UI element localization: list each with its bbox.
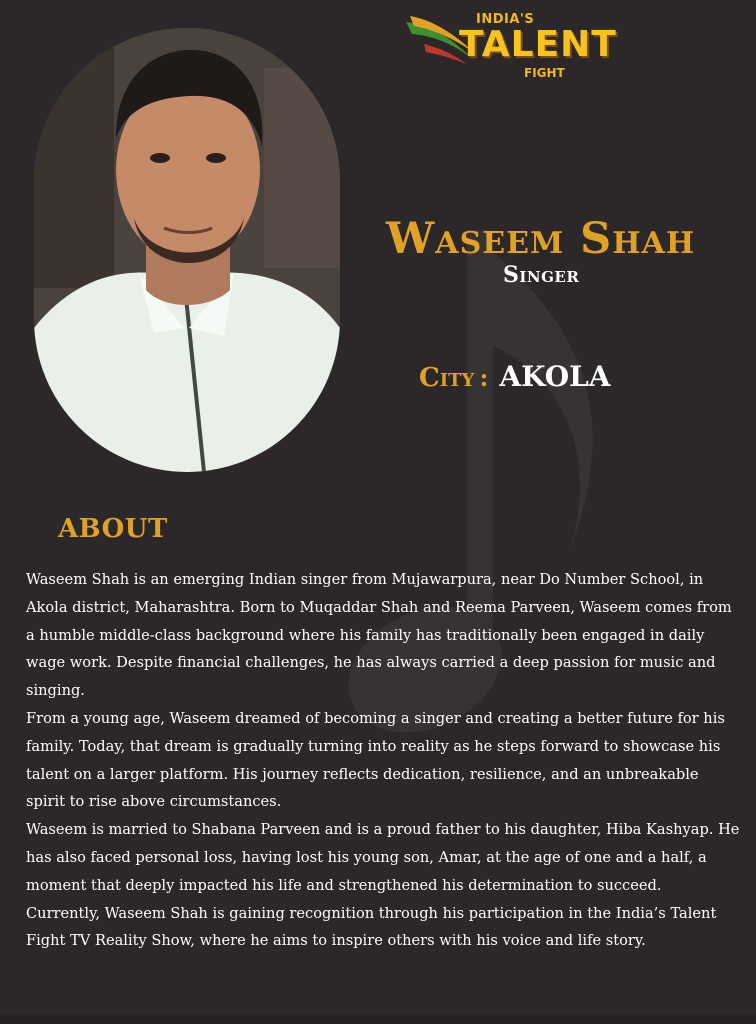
logo-top-text: INDIA'S [476, 12, 535, 27]
person-role: Singer [503, 262, 580, 288]
city-line [419, 360, 611, 393]
logo-main-text: TALENT [459, 24, 617, 65]
about-heading: ABOUT [58, 514, 168, 544]
city-label: City [419, 363, 475, 393]
city-value: AKOLA [499, 360, 611, 393]
logo-sub-text: FIGHT [524, 66, 565, 80]
about-text [26, 566, 742, 955]
about-paragraph: Waseem is married to Shabana Parveen and is a proud father to his daughter, Hiba Kashyap. He has also faced personal loss, having lost his young son, Amar, at the age of one and a half, a moment that deeply impacted his life and strengthened his determination to succeed. [26, 821, 740, 894]
about-paragraph: From a young age, Waseem dreamed of becoming a singer and creating a better future for his family. Today, that dream is gradually turning into reality as he steps forward to showcase his talent on a larger platform. His journey reflects dedication, resilience, and an unbreakable spirit to rise above circumstances. [26, 709, 725, 811]
about-paragraph: Waseem Shah is an emerging Indian singer from Mujawarpura, near Do Number School, in Akola district, Maharashtra. Born to Muqaddar Shah and Reema Parveen, Waseem comes from a humble middle-class background where his family has traditionally been engaged in daily wage work. Despite financial challenges, he has always carried a deep passion for music and singing. [26, 571, 732, 700]
show-logo [404, 8, 617, 88]
person-name: Waseem Shah [386, 214, 696, 264]
portrait-illustration [34, 28, 340, 472]
profile-photo [34, 28, 340, 472]
about-paragraph: Currently, Waseem Shah is gaining recognition through his participation in the India’s Talent Fight TV Reality Show, where he aims to inspire others with his voice and life story. [26, 904, 717, 950]
city-separator: : [479, 363, 489, 392]
footer-bar [0, 1014, 756, 1024]
